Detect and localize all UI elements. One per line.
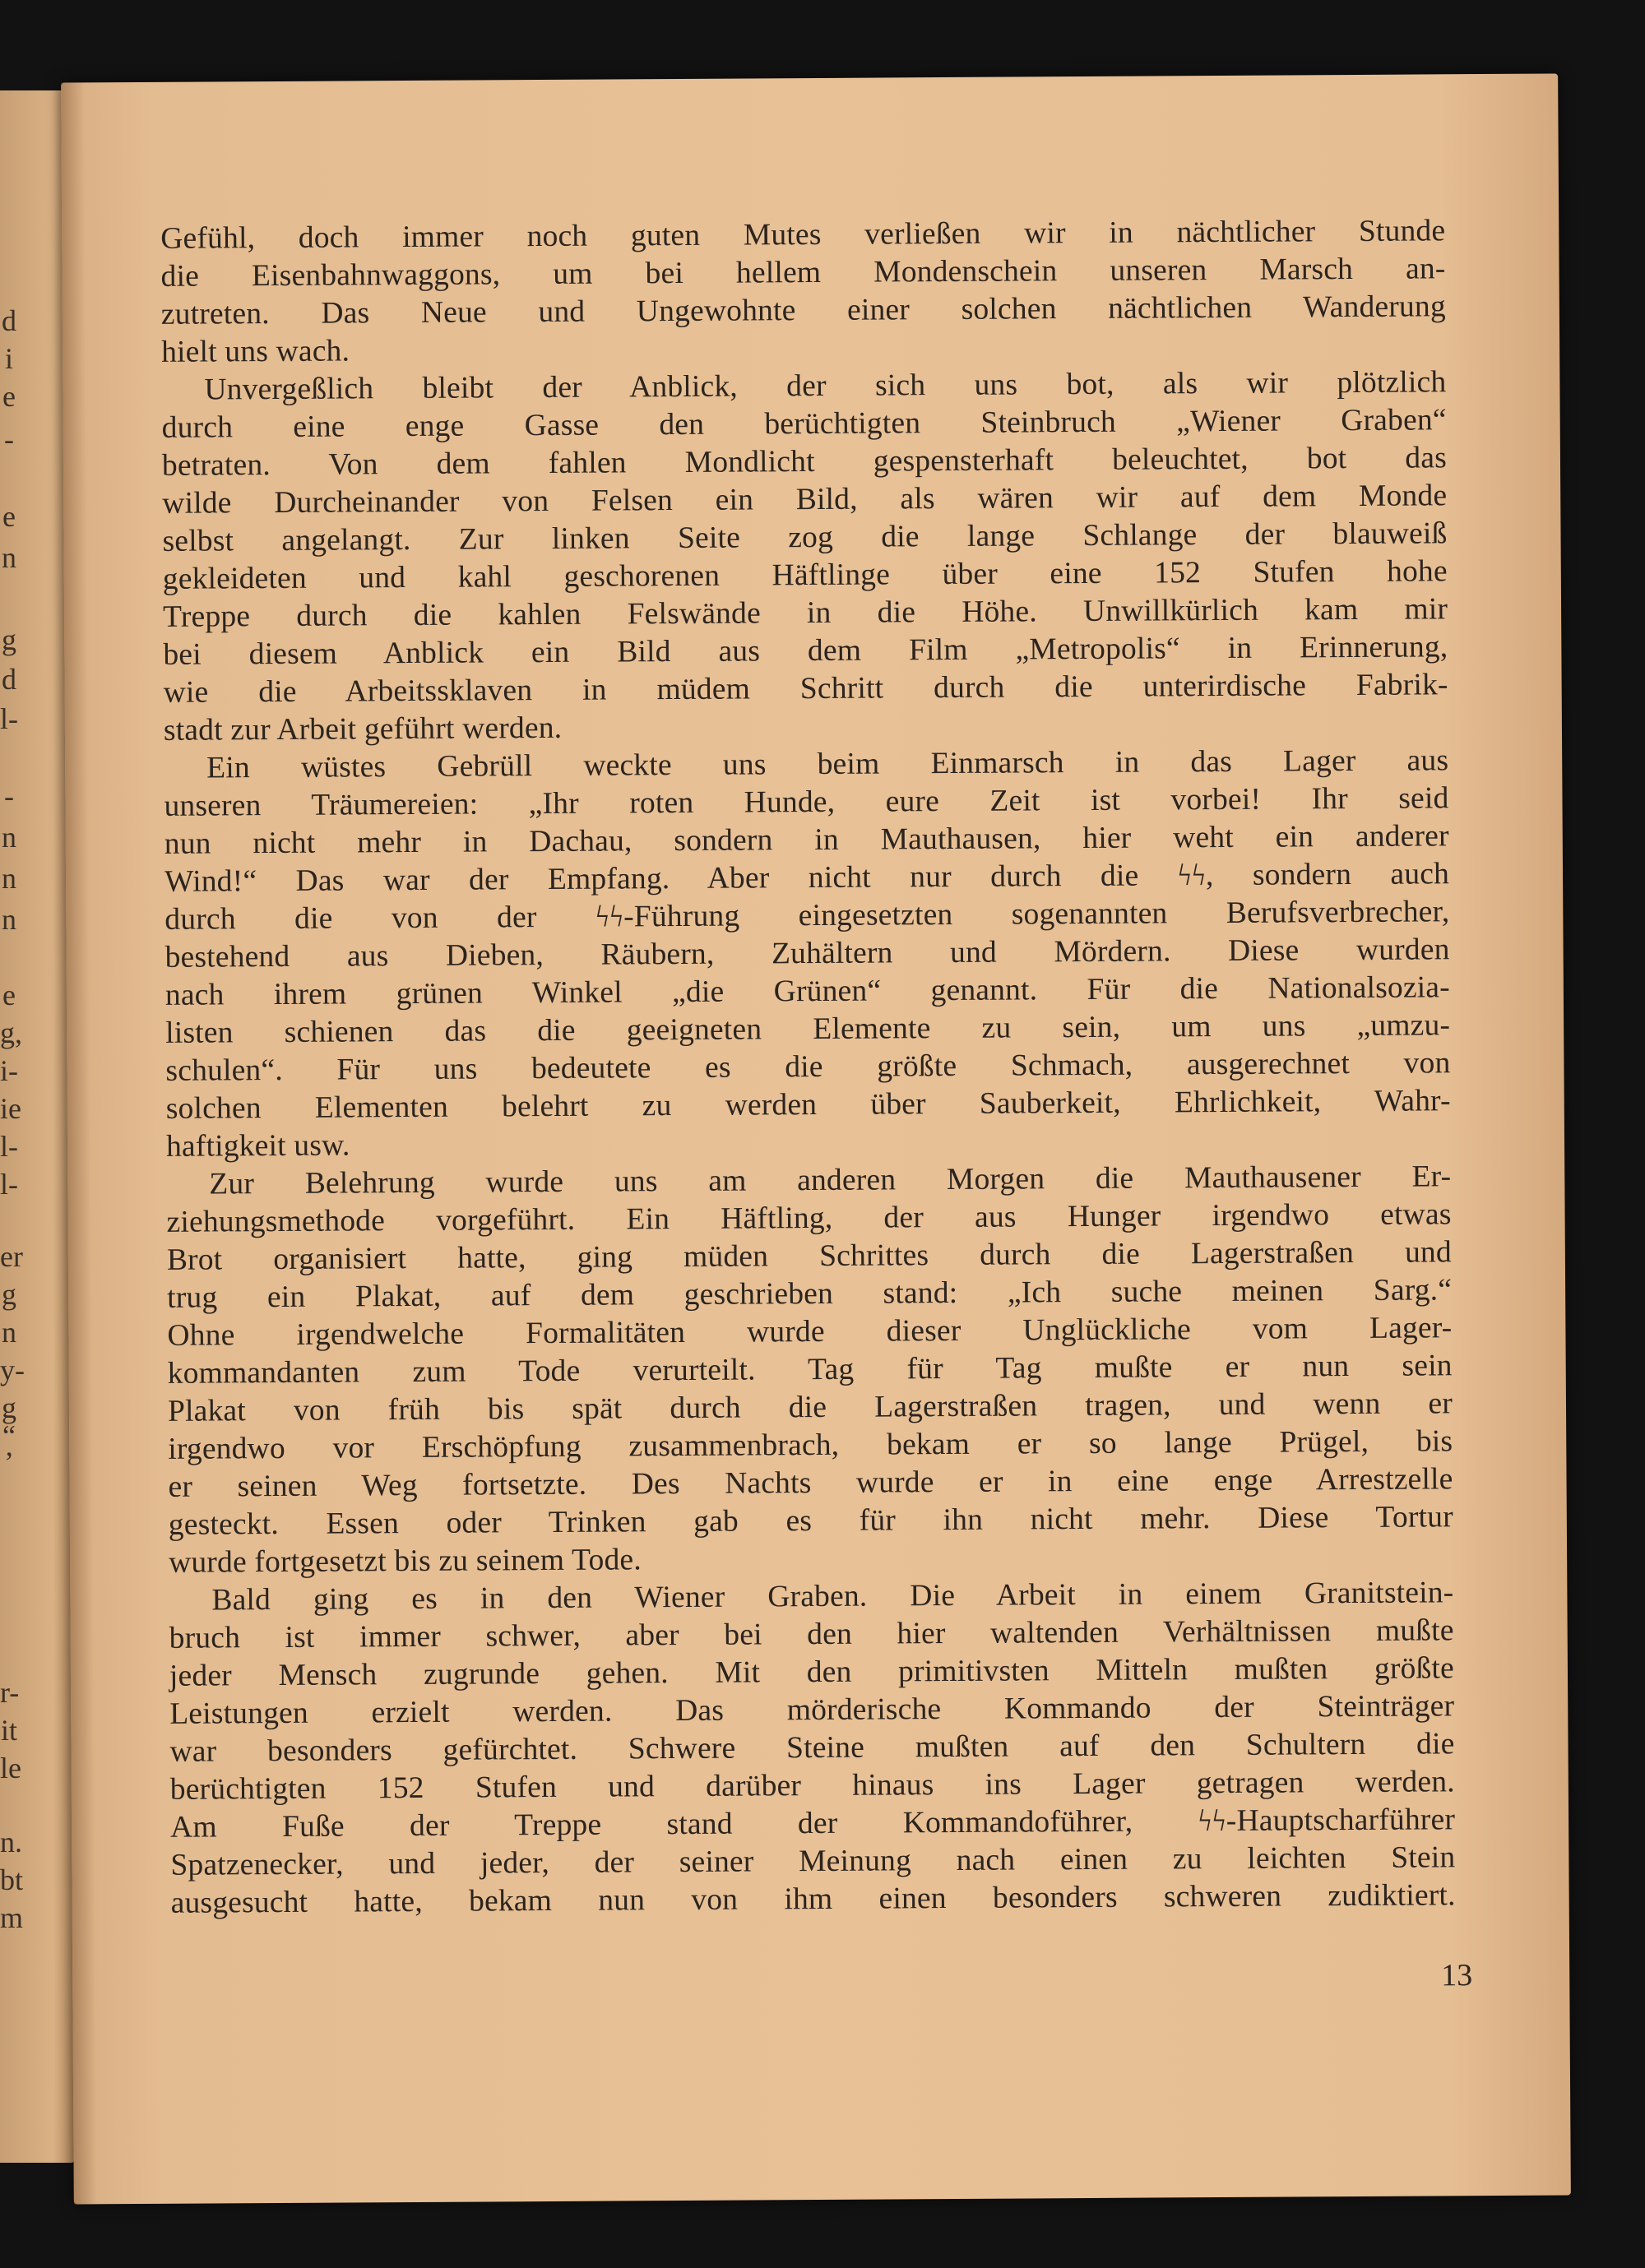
facing-page-text-fragment: n (2, 541, 16, 574)
text-line: trug ein Plakat, auf dem geschrieben stand: „Ich suche meinen Sarg.“ (167, 1273, 1453, 1315)
text-line: solchen Elementen belehrt zu werden über Sauberkeit, Ehrlichkeit, Wahr- (165, 1084, 1451, 1126)
text-line: er seinen Weg fortsetzte. Des Nachts wurde er in eine enge Arrestzelle (168, 1462, 1453, 1504)
text-line: nun nicht mehr in Dachau, sondern in Mauthausen, hier weht ein anderer (164, 819, 1449, 861)
facing-page-text-fragment: e (2, 380, 16, 413)
text-line: unseren Träumereien: „Ihr roten Hunde, eure Zeit ist vorbei! Ihr seid (164, 781, 1449, 823)
text-line: ziehungsmethode vorgeführt. Ein Häftling, der aus Hunger irgendwo etwas (166, 1197, 1452, 1239)
paragraph-first-line: Bald ging es in den Wiener Graben. Die Arbeit in einem Granitstein- (211, 1576, 1454, 1618)
text-line: wurde fortgesetzt bis zu seinem Tode. (169, 1543, 642, 1580)
facing-page-text-fragment: “ (2, 1419, 16, 1452)
facing-page-text-fragment: it (0, 1714, 17, 1747)
page-body-text (160, 212, 1456, 1923)
facing-page-text-fragment: n (2, 1316, 16, 1349)
text-line: listen schienen das die geeigneten Elemente zu sein, um uns „umzu- (165, 1008, 1451, 1050)
text-line: Brot organisiert hatte, ging müden Schrittes durch die Lagerstraßen und (166, 1235, 1452, 1277)
text-line: nach ihrem grünen Winkel „die Grünen“ genannt. Für die Nationalsozia- (164, 970, 1451, 1012)
facing-page-text-fragment: er (0, 1240, 23, 1273)
text-line: zutreten. Das Neue und Ungewohnte einer solchen nächtlichen Wanderung (160, 289, 1446, 331)
text-line: Leistungen erzielt werden. Das mörderische Kommando der Steinträger (169, 1689, 1455, 1731)
facing-page-text-fragment: l- (0, 702, 18, 735)
facing-page-text-fragment: g (2, 623, 16, 656)
facing-page-text-fragment: e (2, 979, 16, 1011)
text-line: wilde Durcheinander von Felsen ein Bild, als wären wir auf dem Monde (162, 479, 1448, 521)
facing-page-text-fragment: y- (0, 1354, 25, 1386)
facing-page-text-fragment: g (2, 1391, 16, 1424)
text-line: ausgesucht hatte, bekam nun von ihm einen besonders schweren zudiktiert. (170, 1878, 1456, 1920)
page-number: 13 (1441, 1958, 1473, 1993)
text-line: hielt uns wach. (161, 334, 350, 369)
book-page (61, 73, 1571, 2204)
text-line: bei diesem Anblick ein Bild aus dem Film „Metropolis“ in Erinnerung, (163, 630, 1448, 672)
text-line: durch die von der ϟϟ-Führung eingesetzten sogenannten Berufsverbrecher, (164, 895, 1450, 937)
facing-page-text-fragment: d (2, 663, 16, 696)
text-line: kommandanten zum Tode verurteilt. Tag für Tag mußte er nun sein (167, 1349, 1453, 1391)
facing-page-text-fragment: le (0, 1752, 21, 1784)
text-line: selbst angelangt. Zur linken Seite zog die lange Schlange der blauweiß (162, 516, 1448, 558)
facing-page-text-fragment: l- (0, 1168, 18, 1201)
facing-page-text-fragment: g, (0, 1016, 22, 1049)
facing-page-text-fragment: d (2, 304, 16, 337)
facing-page-text-fragment: l- (0, 1130, 18, 1163)
text-line: Am Fuße der Treppe stand der Kommandoführer, ϟϟ-Hauptscharführer (169, 1803, 1456, 1844)
text-line: wie die Arbeitssklaven in müdem Schritt durch die unterirdische Fabrik- (163, 668, 1448, 710)
facing-page-text-fragment: n (2, 903, 16, 936)
text-line: jeder Mensch zugrunde gehen. Mit den primitivsten Mitteln mußten größte (169, 1651, 1455, 1693)
paragraph-first-line: Zur Belehrung wurde uns am anderen Morgen die Mauthausener Er- (209, 1159, 1452, 1201)
facing-page-text-fragment: g (2, 1278, 16, 1311)
text-line: Spatzenecker, und jeder, der seiner Meinung nach einen zu leichten Stein (170, 1840, 1456, 1882)
facing-page-text-fragment: - (4, 423, 14, 456)
facing-page-text-fragment: ’ (4, 1446, 14, 1479)
text-line: berüchtigten 152 Stufen und darüber hinaus ins Lager getragen werden. (169, 1765, 1455, 1807)
text-line: betraten. Von dem fahlen Mondlicht gespensterhaft beleuchtet, bot das (161, 441, 1448, 483)
facing-page-text-fragment: i (4, 342, 13, 375)
text-line: irgendwo vor Erschöpfung zusammenbrach, bekam er so lange Prügel, bis (168, 1424, 1453, 1466)
text-line: die Eisenbahnwaggons, um bei hellem Mondenschein unseren Marsch an- (160, 252, 1446, 294)
facing-page-text-fragment: n. (0, 1826, 22, 1858)
text-line: schulen“. Für uns bedeutete es die größte Schmach, ausgerechnet von (165, 1046, 1451, 1088)
facing-page-text-fragment: bt (0, 1863, 24, 1896)
facing-page-text-fragment: n (2, 862, 16, 895)
text-line: gesteckt. Essen oder Trinken gab es für ihn nicht mehr. Diese Tortur (168, 1500, 1453, 1542)
text-line: Ohne irgendwelche Formalitäten wurde dieser Unglückliche vom Lager- (167, 1311, 1453, 1353)
text-line: Gefühl, doch immer noch guten Mutes verließen wir in nächtlicher Stunde (160, 214, 1446, 256)
text-line: durch eine enge Gasse den berüchtigten Steinbruch „Wiener Graben“ (161, 403, 1447, 445)
paragraph-first-line: Ein wüstes Gebrüll weckte uns beim Einmarsch in das Lager aus (206, 743, 1449, 785)
text-line: war besonders gefürchtet. Schwere Steine mußten auf den Schultern die (169, 1727, 1455, 1769)
facing-page-text-fragment: m (0, 1901, 24, 1934)
text-line: Treppe durch die kahlen Felswände in die Höhe. Unwillkürlich kam mir (162, 592, 1448, 634)
facing-page-text-fragment: i- (0, 1054, 18, 1087)
facing-page-text-fragment: e (2, 500, 16, 533)
text-line: Wind!“ Das war der Empfang. Aber nicht nur durch die ϟϟ, sondern auch (164, 857, 1450, 899)
text-line: Plakat von früh bis spät durch die Lagerstraßen tragen, und wenn er (167, 1386, 1453, 1428)
text-line: bestehend aus Dieben, Räubern, Zuhältern und Mördern. Diese wurden (164, 933, 1450, 974)
text-line: haftigkeit usw. (165, 1128, 350, 1164)
text-line: gekleideten und kahl geschorenen Häftlinge über eine 152 Stufen hohe (162, 554, 1448, 596)
paragraph-first-line: Unvergeßlich bleibt der Anblick, der sich uns bot, als wir plötzlich (204, 365, 1447, 407)
facing-page-text-fragment: r- (0, 1676, 20, 1709)
facing-page-text-fragment: ie (0, 1092, 21, 1125)
facing-page-text-fragment: - (4, 780, 14, 812)
text-line: bruch ist immer schwer, aber bei den hier waltenden Verhältnissen mußte (169, 1613, 1454, 1655)
text-line: stadt zur Arbeit geführt werden. (163, 710, 563, 748)
facing-page-text-fragment: n (2, 821, 16, 854)
